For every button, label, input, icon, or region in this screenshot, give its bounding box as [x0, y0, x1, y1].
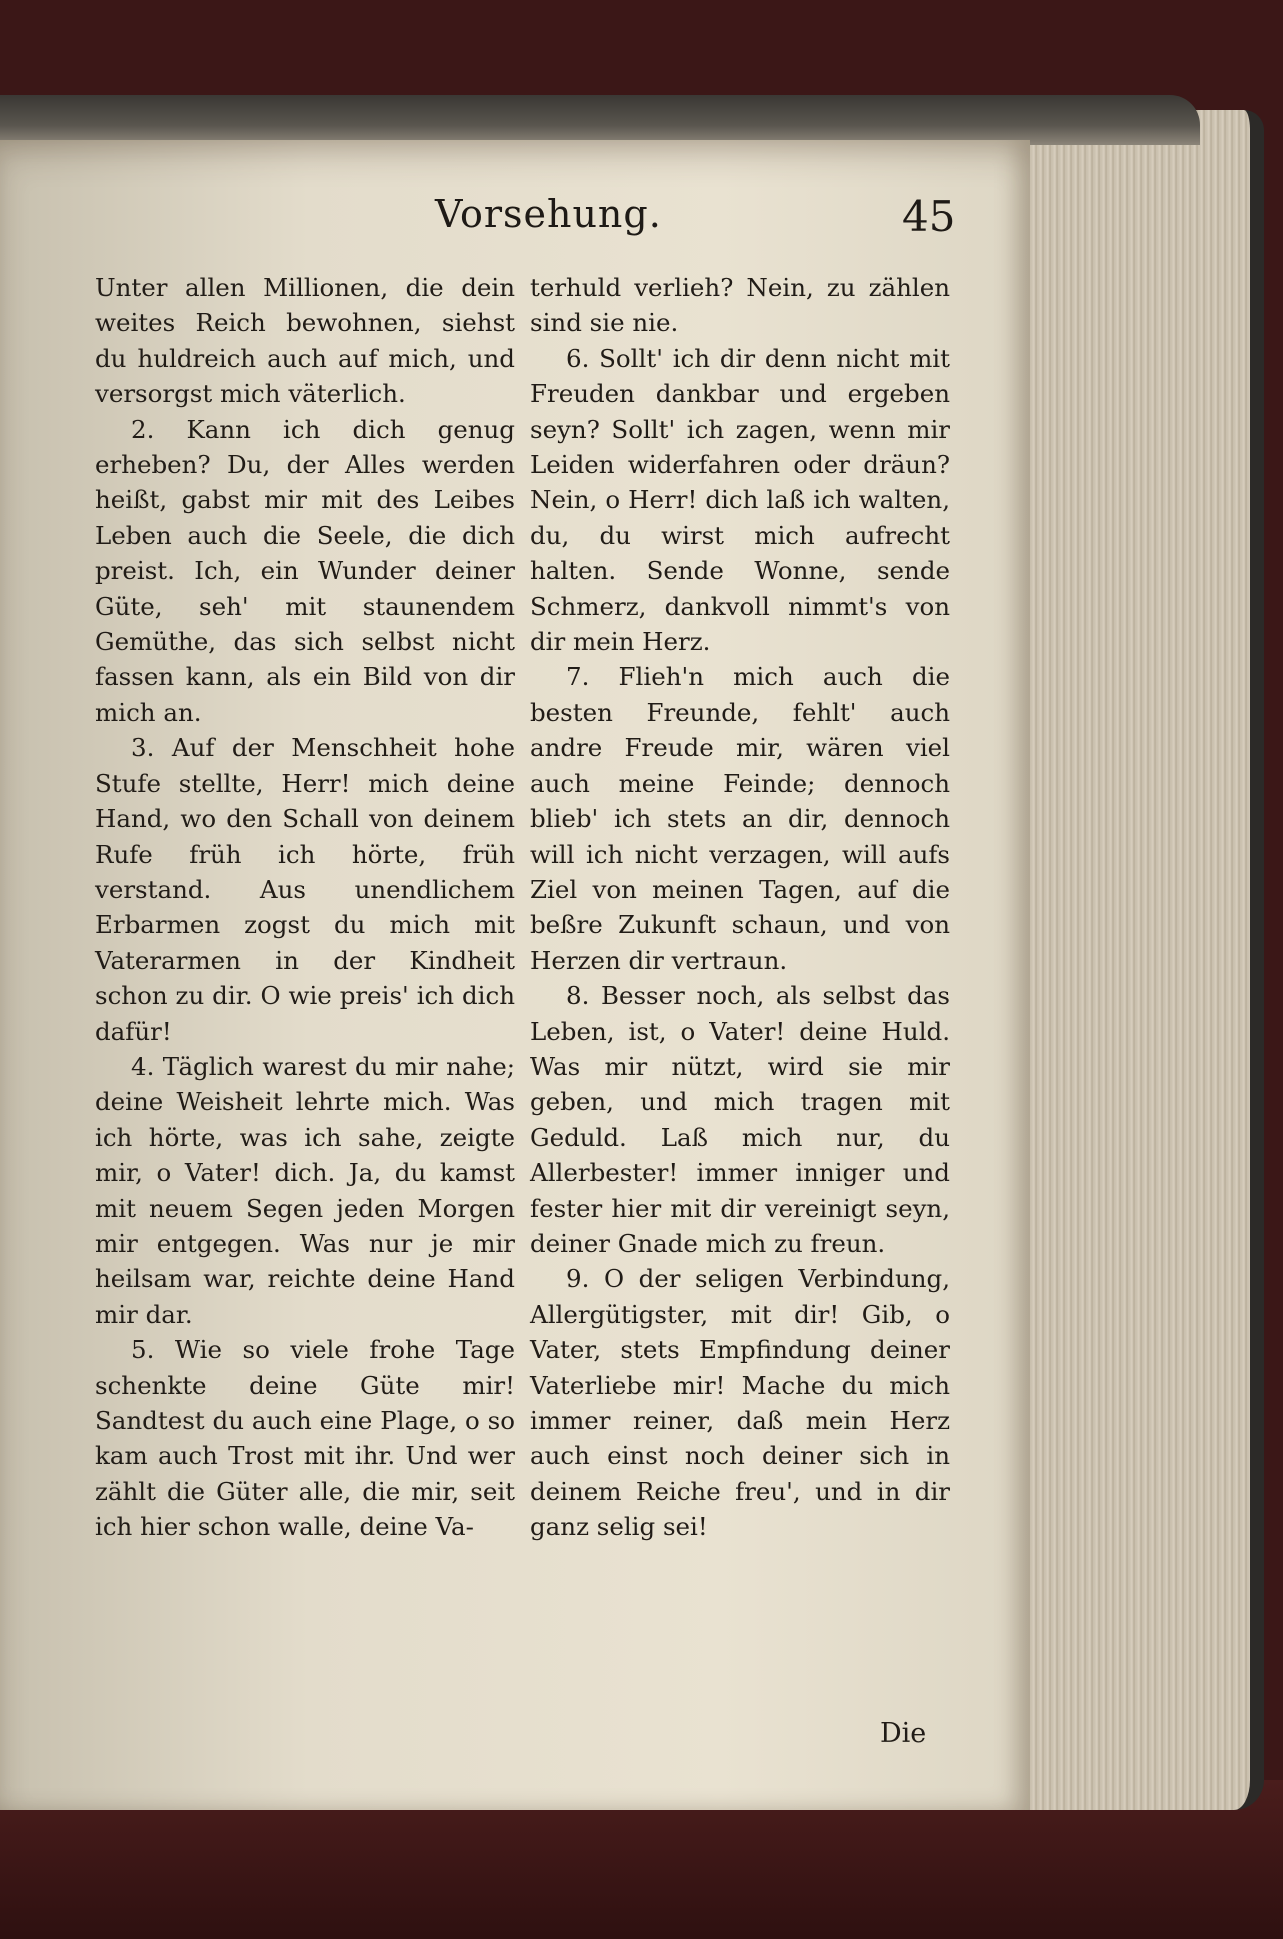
book-binding [0, 95, 1200, 145]
verse-8: 8. Besser noch, als selbst das Leben, ist, o Vater! deine Huld. Was mir nützt, wird sie mir geben, und mich tragen mit Geduld. Laß mich nur, du Allerbester! immer inniger und fester hier mit dir vereinigt seyn, deiner Gnade mich zu freun. [530, 981, 950, 1258]
paragraph: Unter allen Millionen, die dein weites Reich bewohnen, siehst du huldreich auch auf mich, und versorgst mich väterlich. [95, 273, 515, 409]
page-header [0, 192, 1030, 252]
verse-9: 9. O der seligen Verbindung, Allergütigster, mit dir! Gib, o Vater, stets Empfindung deiner Vaterliebe mir! Mache du mich immer reiner, daß mein Herz auch einst noch deiner sich in deinem Reiche freu', und in dir ganz selig sei! [530, 1264, 950, 1542]
catchword: Die [880, 1718, 927, 1749]
verse-6: 6. Sollt' ich dir denn nicht mit Freuden dankbar und ergeben seyn? Sollt' ich zagen, wenn mir Leiden widerfahren oder dräun? Nein, o Herr! dich laß ich walten, du, du wirst mich aufrecht halten. Sende Wonne, sende Schmerz, dankvoll nimmt's von dir mein Herz. [530, 343, 950, 657]
paragraph: terhuld verlieh? Nein, zu zählen sind sie nie. [530, 273, 950, 338]
right-column [530, 270, 950, 1545]
verse-2: 2. Kann ich dich genug erheben? Du, der Alles werden heißt, gabst mir mit des Leibes Leben auch die Seele, die dich preist. Ich, ein Wunder deiner Güte, seh' mit staunendem Gemüthe, das sich selbst nicht fassen kann, als ein Bild von dir mich an. [95, 414, 515, 727]
left-column [95, 270, 515, 1545]
verse-5: 5. Wie so viele frohe Tage schenkte deine Güte mir! Sandtest du auch eine Plage, o so kam auch Trost mit ihr. Und wer zählt die Güter alle, die mir, seit ich hier schon walle, deine Va- [95, 1335, 515, 1542]
verse-4: 4. Täglich warest du mir nahe; deine Weisheit lehrte mich. Was ich hörte, was ich sahe, zeigte mir, o Vater! dich. Ja, du kamst mit neuem Segen jeden Morgen mir entgegen. Was nur je mir heilsam war, reichte deine Hand mir dar. [95, 1051, 515, 1329]
page-edges [1010, 110, 1264, 1810]
verse-3: 3. Auf der Menschheit hohe Stufe stellte, Herr! mich deine Hand, wo den Schall von deinem Rufe früh ich hörte, früh verstand. Aus unendlichem Erbarmen zogst du mich mit Vaterarmen in der Kindheit schon zu dir. O wie preis' ich dich dafür! [95, 733, 515, 1046]
running-title: Vorsehung. [435, 192, 662, 236]
page-number: 45 [902, 192, 956, 241]
verse-7: 7. Flieh'n mich auch die besten Freunde, fehlt' auch andre Freude mir, wären viel auch meine Feinde; dennoch blieb' ich stets an dir, dennoch will ich nicht verzagen, will aufs Ziel von meinen Tagen, auf die beßre Zukunft schaun, und von Herzen dir vertraun. [530, 662, 950, 975]
